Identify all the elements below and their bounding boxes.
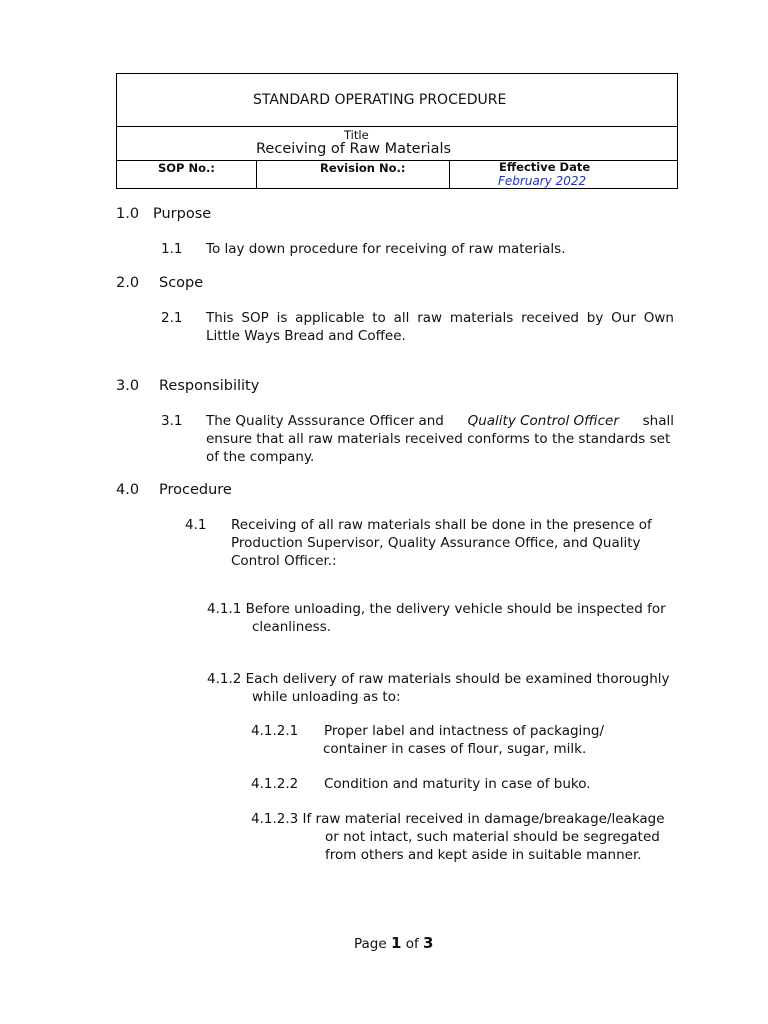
item-text: 4.1.1 Before unloading, the delivery vehicle should be inspected for [207,601,666,617]
item-number: 2.1 [161,310,183,326]
word: all [393,310,410,326]
word: is [276,310,288,326]
item-text: from others and kept aside in suitable manner. [325,847,642,863]
header-divider-top [116,126,678,127]
word: This [206,310,234,326]
item-text: Receiving of all raw materials shall be done in the presence of [231,517,652,533]
item-text: while unloading as to: [252,689,401,705]
word: materials [449,310,514,326]
word: Our [611,310,636,326]
item-text: cleanliness. [252,619,332,635]
section-heading-procedure: Procedure [159,482,232,498]
section-number-purpose: 1.0 [116,206,140,222]
page-current: 1 [390,934,402,952]
header-col-divider-1 [256,160,257,189]
title-label: Title [344,128,369,142]
doc-type-heading: STANDARD OPERATING PROCEDURE [253,92,507,108]
item-text-italic: Quality Control Officer [467,413,619,429]
item-text: Proper label and intactness of packaging/ [324,723,604,739]
word: by [586,310,604,326]
effective-date-label: Effective Date [499,160,591,174]
item-text: of the company. [206,449,315,465]
revision-no-label: Revision No.: [320,161,406,175]
header-col-divider-2 [449,160,450,189]
section-number-scope: 2.0 [116,275,140,291]
item-number: 3.1 [161,413,183,429]
item-text: Production Supervisor, Quality Assurance Office, and Quality [231,535,641,551]
item-text: shall [642,413,674,429]
section-heading-responsibility: Responsibility [159,378,260,394]
section-number-procedure: 4.0 [116,482,140,498]
item-text: or not intact, such material should be segregated [325,829,660,845]
word: to [372,310,386,326]
word: raw [417,310,443,326]
item-text: Little Ways Bread and Coffee. [206,328,406,344]
of-word: of [405,936,419,952]
item-number: 4.1.2.2 [251,776,299,792]
item-text: ensure that all raw materials received conforms to the standards set [206,431,671,447]
item-number: 1.1 [161,241,183,257]
item-text: container in cases of flour, sugar, milk. [323,741,587,757]
item-text: 4.1.2 Each delivery of raw materials should be examined thoroughly [207,671,670,687]
word: applicable [295,310,365,326]
justified-line [206,310,674,326]
document-title: Receiving of Raw Materials [256,141,452,157]
word: SOP [241,310,269,326]
item-text: To lay down procedure for receiving of raw materials. [206,241,566,257]
page-footer [354,934,433,952]
justified-line [206,413,674,429]
effective-date-value: February 2022 [498,174,587,188]
item-text: 4.1.2.3 If raw material received in damage/breakage/leakage [251,811,665,827]
section-number-responsibility: 3.0 [116,378,140,394]
word: received [521,310,579,326]
section-heading-scope: Scope [159,275,204,291]
item-text: Control Officer.: [231,553,337,569]
item-text: Condition and maturity in case of buko. [324,776,591,792]
item-number: 4.1.2.1 [251,723,299,739]
page-total: 3 [423,934,434,952]
word: Own [643,310,674,326]
item-text: The Quality Asssurance Officer and [206,413,444,429]
page-word: Page [354,936,387,952]
sop-no-label: SOP No.: [158,161,215,175]
item-number: 4.1 [185,517,207,533]
section-heading-purpose: Purpose [153,206,212,222]
